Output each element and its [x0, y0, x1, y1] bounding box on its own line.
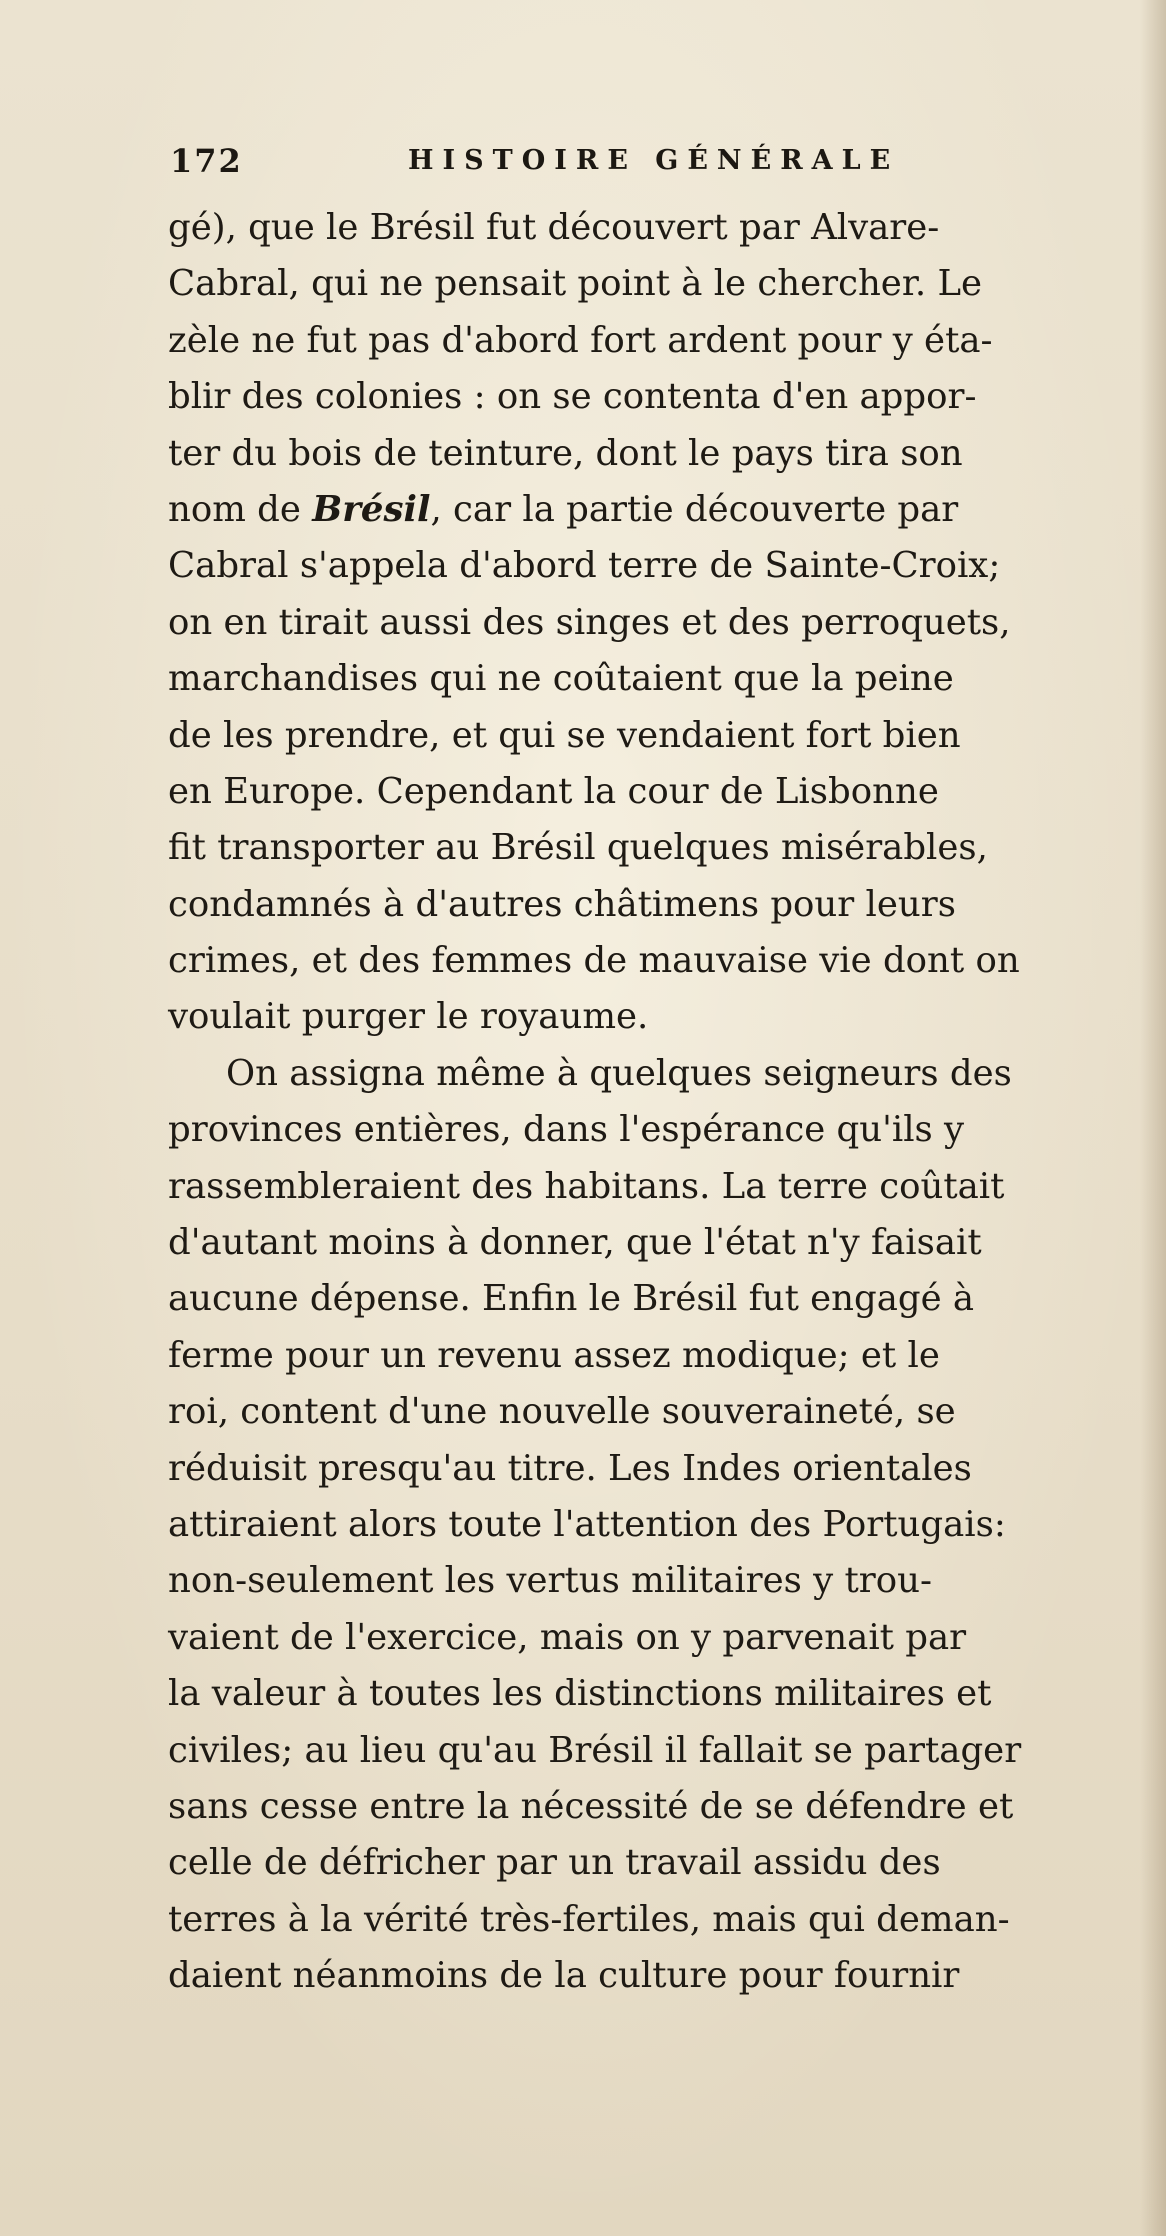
paragraph-start-line: On assigna même à quelques seigneurs des: [226, 1052, 1012, 1094]
running-title: HISTOIRE GÉNÉRALE: [408, 145, 900, 176]
line-text-before: nom de: [168, 488, 313, 530]
page-header: [170, 142, 950, 186]
text-line: rassembleraient des habitans. La terre coûtait: [168, 1165, 1005, 1207]
page-number: 172: [170, 142, 243, 180]
text-line: [168, 482, 1160, 538]
text-line: daient néanmoins de la culture pour fournir: [168, 1955, 960, 1997]
text-line: vaient de l'exercice, mais on y parvenait par: [168, 1616, 967, 1658]
text-line: en Europe. Cependant la cour de Lisbonne: [168, 770, 939, 812]
italic-word-bresil: Brésil: [312, 488, 431, 530]
text-line: on en tirait aussi des singes et des perroquets,: [168, 601, 1011, 643]
text-line: condamnés à d'autres châtimens pour leurs: [168, 883, 956, 925]
text-line: sans cesse entre la nécessité de se défendre et: [168, 1785, 1014, 1827]
text-line: non-seulement les vertus militaires y trou-: [168, 1560, 932, 1602]
text-line: roi, content d'une nouvelle souveraineté, se: [168, 1391, 956, 1433]
text-line: Cabral s'appela d'abord terre de Sainte-Croix;: [168, 545, 1001, 587]
text-line: ferme pour un revenu assez modique; et le: [168, 1334, 940, 1376]
text-line: de les prendre, et qui se vendaient fort bien: [168, 714, 961, 756]
text-line: ter du bois de teinture, dont le pays tira son: [168, 432, 963, 474]
body-text: [168, 200, 1160, 2005]
text-line: zèle ne fut pas d'abord fort ardent pour y éta-: [168, 319, 993, 361]
text-line: celle de défricher par un travail assidu des: [168, 1842, 941, 1884]
text-line: terres à la vérité très-fertiles, mais qui deman-: [168, 1898, 1010, 1940]
text-line: voulait purger le royaume.: [168, 996, 649, 1038]
text-line: attiraient alors toute l'attention des Portugais:: [168, 1503, 1006, 1545]
text-line: civiles; au lieu qu'au Brésil il fallait se partager: [168, 1729, 1022, 1771]
text-line: crimes, et des femmes de mauvaise vie dont on: [168, 940, 1020, 982]
line-text-after: , car la partie découverte par: [430, 488, 959, 530]
text-line: réduisit presqu'au titre. Les Indes orientales: [168, 1447, 972, 1489]
text-line: provinces entières, dans l'espérance qu'ils y: [168, 1109, 965, 1151]
text-line: gé), que le Brésil fut découvert par Alvare-: [168, 207, 940, 248]
text-line: fit transporter au Brésil quelques misérables,: [168, 827, 988, 869]
text-line: la valeur à toutes les distinctions militaires et: [168, 1673, 992, 1715]
text-line: Cabral, qui ne pensait point à le chercher. Le: [168, 263, 983, 305]
text-line: blir des colonies : on se contenta d'en appor-: [168, 376, 977, 418]
text-line: d'autant moins à donner, que l'état n'y faisait: [168, 1222, 982, 1264]
text-line: aucune dépense. Enfin le Brésil fut engagé à: [168, 1278, 975, 1320]
text-line: marchandises qui ne coûtaient que la peine: [168, 658, 954, 700]
